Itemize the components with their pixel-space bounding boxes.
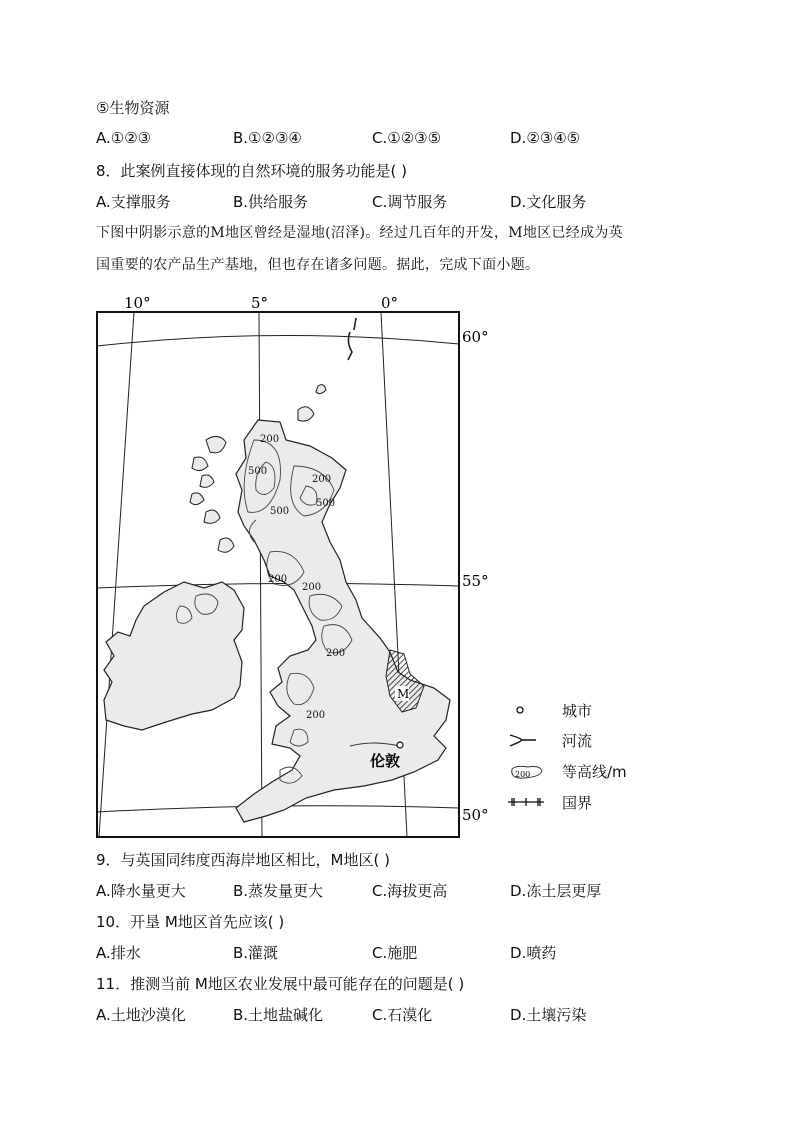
contour-label: 500 [316, 498, 336, 509]
lon-label-0: 0° [381, 294, 399, 312]
legend-label-contour: 等高线/m [562, 762, 627, 781]
contour-label: 200 [268, 574, 288, 585]
contour-label: 200 [306, 710, 326, 721]
intro-line-1: 下图中阴影示意的M地区曾经是湿地(沼泽)。经过几百年的开发，M地区已经成为英 [96, 225, 623, 241]
q10-option-a[interactable]: A.排水 [96, 944, 141, 962]
q8-option-a[interactable]: A.支撑服务 [96, 193, 171, 211]
q7-option-a[interactable]: A.①②③ [96, 129, 152, 147]
ireland-landmass [104, 582, 244, 730]
river-icon [506, 730, 546, 750]
legend-item-city [506, 699, 593, 721]
m-label: M [397, 687, 410, 701]
contour-line-icon [506, 761, 546, 781]
london-city-dot [397, 742, 403, 748]
legend-item-river [506, 729, 593, 751]
shetland-island [348, 318, 356, 360]
lon-label-10: 10° [124, 294, 151, 312]
intro-line-2: 国重要的农产品生产基地，但也存在诸多问题。据此，完成下面小题。 [96, 257, 540, 273]
q8-stem: 8．此案例直接体现的自然环境的服务功能是( ) [96, 162, 408, 180]
q11-option-b[interactable]: B.土地盐碱化 [233, 1006, 324, 1024]
q8-option-b[interactable]: B.供给服务 [233, 193, 309, 211]
q10-option-d[interactable]: D.喷药 [510, 944, 557, 962]
legend-label-river: 河流 [562, 731, 593, 750]
q10-option-b[interactable]: B.灌溉 [233, 944, 279, 962]
contour-label: 200 [326, 648, 346, 659]
q9-option-a[interactable]: A.降水量更大 [96, 882, 186, 900]
lat-label-60: 60° [462, 328, 489, 346]
great-britain-landmass [236, 420, 450, 822]
q8-option-d[interactable]: D.文化服务 [510, 193, 587, 211]
uk-map [94, 290, 494, 842]
q7-option-c[interactable]: C.①②③⑤ [372, 129, 442, 147]
legend-label-city: 城市 [562, 701, 593, 720]
q11-option-c[interactable]: C.石漠化 [372, 1006, 433, 1024]
q9-option-b[interactable]: B.蒸发量更大 [233, 882, 324, 900]
q10-option-c[interactable]: C.施肥 [372, 944, 418, 962]
contour-label: 500 [248, 466, 268, 477]
q11-option-d[interactable]: D.土壤污染 [510, 1006, 587, 1024]
q9-stem: 9．与英国同纬度西海岸地区相比，M地区( ) [96, 851, 390, 869]
q7-option-b[interactable]: B.①②③④ [233, 129, 302, 147]
legend-contour-sample: 200 [515, 770, 531, 779]
q9-option-d[interactable]: D.冻土层更厚 [510, 882, 602, 900]
contour-label: 200 [260, 434, 280, 445]
contour-label: 200 [312, 474, 332, 485]
q7-option-d[interactable]: D.②③④⑤ [510, 129, 581, 147]
q11-option-a[interactable]: A.土地沙漠化 [96, 1006, 186, 1024]
contour-label: 500 [270, 506, 290, 517]
lat-label-55: 55° [462, 572, 489, 590]
q8-option-c[interactable]: C.调节服务 [372, 193, 448, 211]
option-item-5: ⑤生物资源 [96, 99, 170, 117]
q9-option-c[interactable]: C.海拔更高 [372, 882, 448, 900]
contour-label: 200 [302, 582, 322, 593]
q11-stem: 11．推测当前 M地区农业发展中最可能存在的问题是( ) [96, 975, 465, 993]
london-label: 伦敦 [370, 752, 401, 770]
lat-label-50: 50° [462, 806, 489, 824]
legend-label-border: 国界 [562, 793, 593, 812]
border-line-icon [506, 792, 546, 812]
lon-label-5: 5° [251, 294, 269, 312]
legend-item-contour [506, 760, 627, 782]
legend-item-border [506, 791, 593, 813]
q10-stem: 10．开垦 M地区首先应该( ) [96, 913, 285, 931]
city-dot-icon [506, 700, 546, 720]
